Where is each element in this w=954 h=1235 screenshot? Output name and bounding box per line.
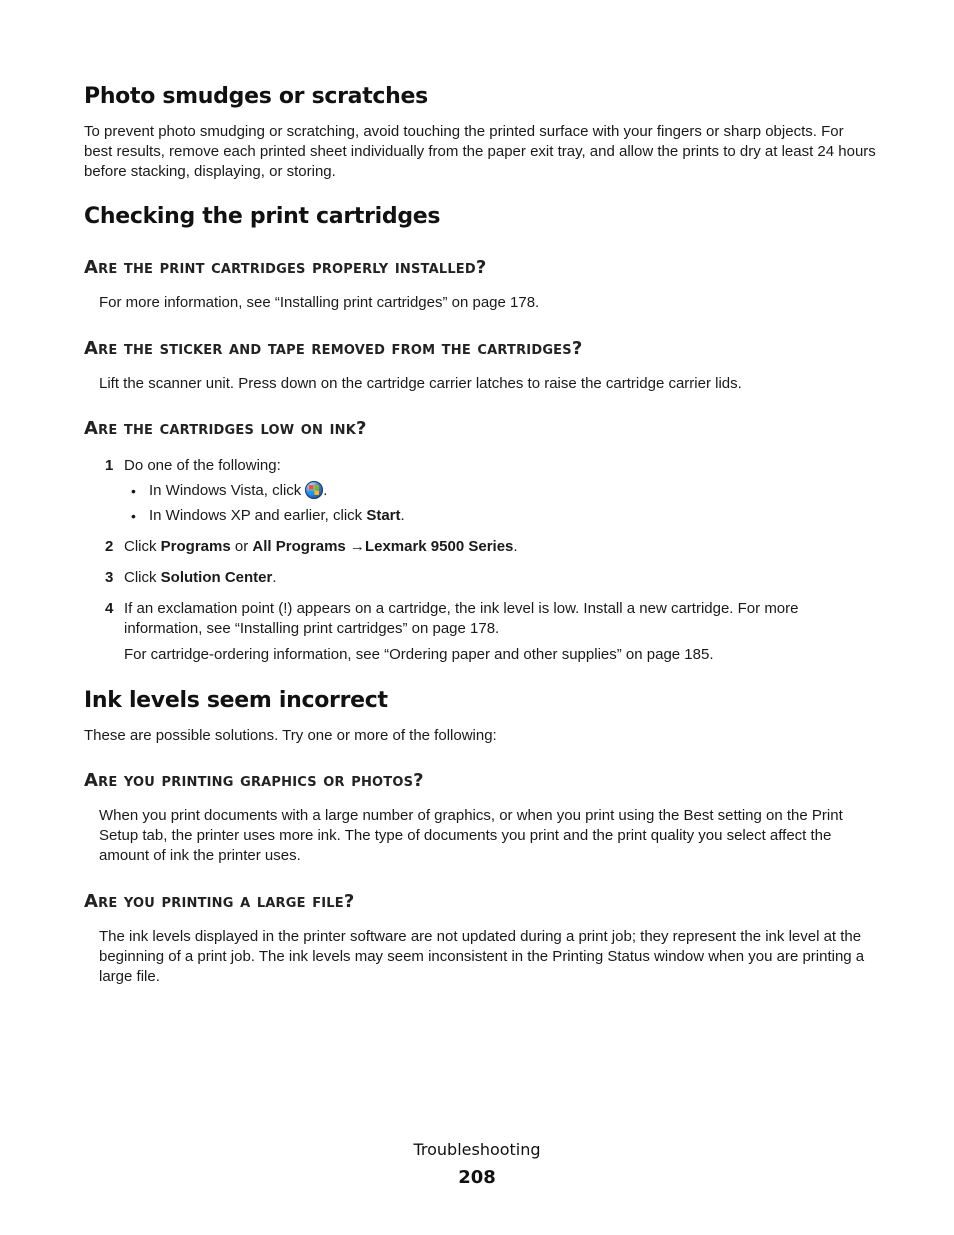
section-title-ink-levels: Ink levels seem incorrect	[84, 688, 388, 713]
step-text: If an exclamation point (!) appears on a cartridge, the ink level is low. Install a new cartridge. For more information, see “Installing print cartridges” on page 178.	[124, 600, 799, 637]
question-heading-low-ink: Are the cartridges low on ink?	[84, 418, 367, 439]
step-text	[124, 537, 518, 557]
step-text: Do one of the following:	[124, 457, 281, 474]
section-title-checking-cartridges: Checking the print cartridges	[84, 204, 441, 229]
ink-levels-intro: These are possible solutions. Try one or more of the following:	[84, 727, 497, 744]
question-heading-sticker-tape: Are the sticker and tape removed from the cartridges?	[84, 338, 583, 359]
step-number: 4	[105, 600, 114, 617]
or-word: or	[230, 538, 253, 555]
windows-vista-start-icon	[305, 481, 323, 499]
question-heading-graphics-photos: Are you printing graphics or photos?	[84, 770, 424, 791]
bullet-text	[149, 481, 327, 501]
all-programs-label: All Programs	[252, 538, 346, 555]
start-label: Start	[366, 507, 401, 524]
click-word: Click	[124, 569, 161, 586]
click-word: Click	[124, 538, 161, 555]
large-file-body: The ink levels displayed in the printer software are not updated during a print job; they represent the ink level at the beginning of a print job. The ink levels may seem inconsistent in the Printing Status window when you are printing a large file.	[99, 928, 865, 985]
question-heading-large-file: Are you printing a large file?	[84, 891, 355, 912]
step-number: 2	[105, 538, 114, 555]
step-number: 1	[105, 457, 114, 474]
bullet-text-before: In Windows XP and earlier, click	[149, 507, 367, 524]
question-heading-installed: Are the print cartridges properly installed?	[84, 257, 487, 278]
photo-smudges-body: To prevent photo smudging or scratching, avoid touching the printed surface with your fingers or sharp objects. For best results, remove each printed sheet individually from the paper exit tray, and allow the prints to dry at least 24 hours before stacking, displaying, or storing.	[84, 123, 876, 180]
bullet-mark: •	[131, 508, 136, 524]
step-number: 3	[105, 569, 114, 586]
bullet-text	[149, 506, 405, 526]
installed-body: For more information, see “Installing print cartridges” on page 178.	[99, 294, 540, 311]
bullet-text-after: .	[400, 507, 405, 524]
bullet-text-before: In Windows Vista, click	[149, 482, 302, 499]
step-text	[124, 568, 277, 588]
period: .	[513, 538, 518, 555]
period: .	[272, 569, 277, 586]
page-number: 208	[458, 1167, 496, 1188]
section-title-photo-smudges: Photo smudges or scratches	[84, 84, 428, 109]
footer-section-label: Troubleshooting	[413, 1140, 541, 1159]
arrow-icon: →	[345, 538, 365, 555]
bullet-text-after: .	[323, 482, 328, 499]
solution-center-label: Solution Center	[160, 569, 273, 586]
bullet-mark: •	[131, 483, 136, 499]
step-note: For cartridge-ordering information, see “Ordering paper and other supplies” on page 185.	[124, 646, 714, 663]
programs-label: Programs	[160, 538, 231, 555]
sticker-tape-body: Lift the scanner unit. Press down on the cartridge carrier latches to raise the cartridge carrier lids.	[99, 375, 742, 392]
lexmark-series-label: Lexmark 9500 Series	[364, 538, 514, 555]
graphics-photos-body: When you print documents with a large number of graphics, or when you print using the Best setting on the Print Setup tab, the printer uses more ink. The type of documents you print and the print quality you select affect the amount of ink the printer uses.	[99, 807, 843, 864]
